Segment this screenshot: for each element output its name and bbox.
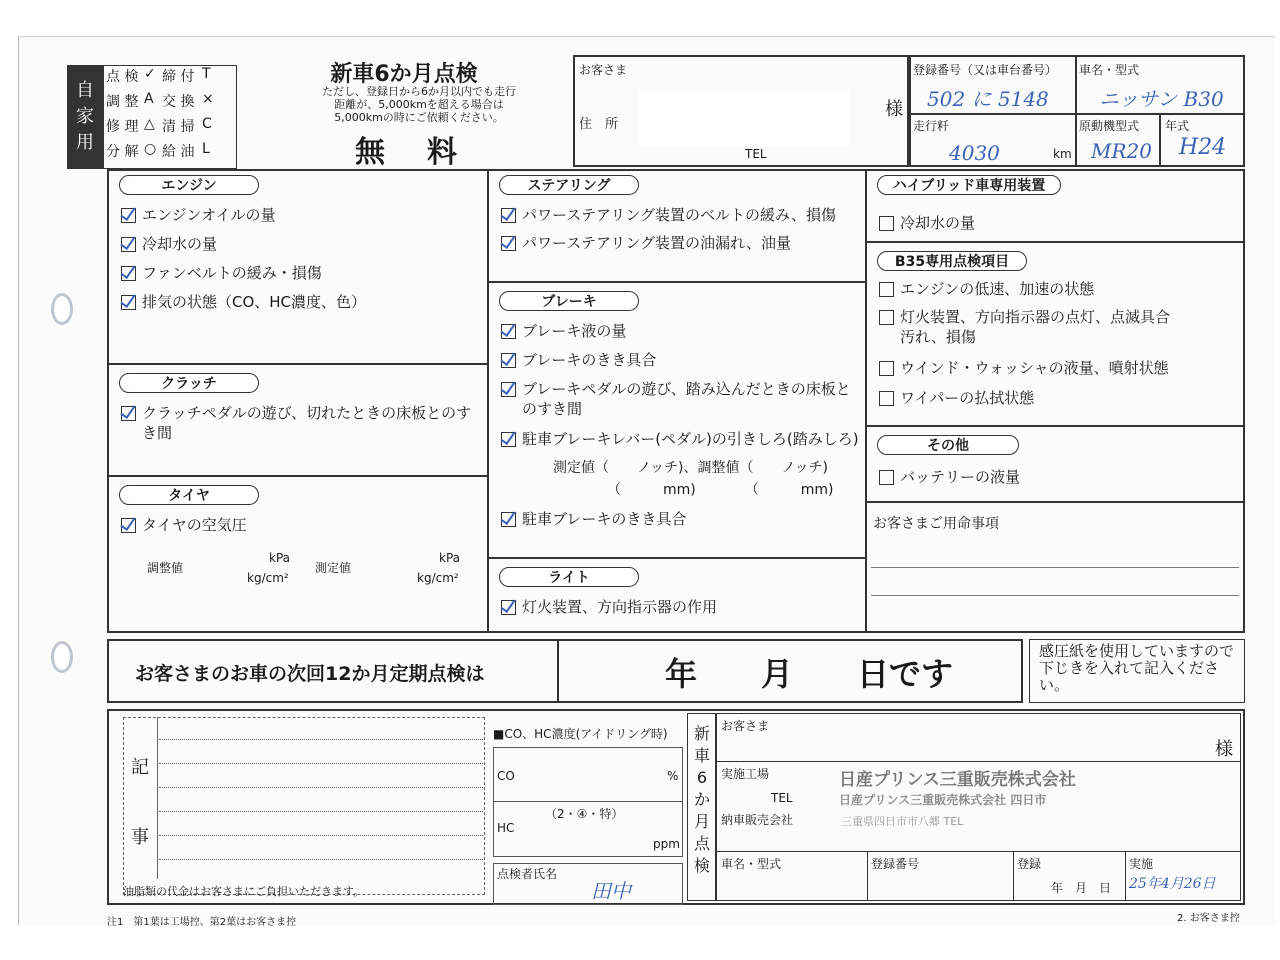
checkbox-icon[interactable]	[879, 361, 894, 376]
checkbox-icon[interactable]	[501, 512, 516, 527]
section-title-engine: エンジン	[119, 175, 259, 195]
checkbox-icon[interactable]	[501, 382, 516, 397]
section-title-steering: ステアリング	[499, 175, 639, 195]
legend-side-label: 自 家 用	[67, 65, 103, 169]
co-label: CO	[497, 769, 515, 783]
checkbox-icon[interactable]	[121, 208, 136, 223]
next-inspection-text: お客さまのお車の次回12か月定期点検は	[135, 663, 485, 685]
requests-line	[871, 567, 1239, 568]
record-label: 事	[131, 827, 149, 848]
dealer-label: 納車販売会社	[721, 813, 794, 827]
year-value: H24	[1179, 135, 1227, 160]
check-item[interactable]: パワーステアリング装置のベルトの緩み、損傷	[501, 205, 836, 225]
hc-label: HC	[497, 821, 515, 835]
section-title-other: その他	[877, 435, 1019, 455]
model-value: ニッサン B30	[1099, 87, 1224, 111]
engine-label: 原動機型式	[1079, 119, 1140, 133]
slip-done-label: 実施	[1129, 857, 1154, 871]
legend-symbol: ✓	[144, 66, 156, 82]
check-item[interactable]: ワイパーの払拭状態	[879, 388, 1034, 408]
legend-symbol: A	[144, 91, 154, 107]
legend-term: 締 付	[162, 69, 195, 85]
requests-line	[871, 595, 1239, 596]
tel-label: TEL	[745, 147, 767, 161]
check-item[interactable]: 駐車ブレーキレバー(ペダル)の引きしろ(踏みしろ)	[501, 429, 859, 449]
check-item[interactable]: 灯火装置、方向指示器の作用	[501, 597, 717, 617]
checkbox-icon[interactable]	[879, 216, 894, 231]
section-title-tire: タイヤ	[119, 485, 259, 505]
checkbox-icon[interactable]	[501, 324, 516, 339]
legend-term: 給 油	[162, 144, 195, 160]
mileage-value: 4030	[949, 141, 1000, 165]
workshop-label: 実施工場	[721, 767, 770, 781]
punch-hole-icon	[51, 641, 73, 673]
legend-term: 調 整	[106, 94, 139, 110]
punch-hole-icon	[51, 293, 73, 325]
co-unit: %	[667, 769, 679, 783]
check-item[interactable]: ファンベルトの緩み・損傷	[121, 263, 322, 283]
section-title-b35: B35専用点検項目	[877, 251, 1027, 271]
customer-honorific: 様	[885, 99, 903, 120]
checkbox-icon[interactable]	[121, 295, 136, 310]
address-label: 住 所	[579, 117, 619, 132]
legend-term: 清 掃	[162, 119, 195, 135]
hc-unit: ppm	[653, 837, 680, 851]
checkbox-icon[interactable]	[121, 518, 136, 533]
slip-side-label: 新 車 6 か 月 点 検	[693, 724, 710, 875]
tire-unit-kgcm: kg/cm²	[417, 571, 459, 585]
check-item[interactable]: 灯火装置、方向指示器の点灯、点滅具合汚れ、損傷	[879, 307, 1179, 347]
model-label: 車名・型式	[1079, 63, 1140, 77]
legend-table	[103, 65, 237, 169]
inspector-value: 田中	[591, 879, 631, 903]
slip-done-value: 25年4月26日	[1129, 876, 1216, 892]
tire-unit-kpa: kPa	[269, 551, 290, 565]
tire-adjust-label: 調整値	[147, 561, 184, 575]
oil-note: 油脂類の代金はお客さまにご負担いただきます。	[123, 885, 365, 898]
workshop-sub-stamp: 日産プリンス三重販売株式会社 四日市	[839, 793, 1047, 807]
workshop-stamp: 日産プリンス三重販売株式会社	[839, 770, 1076, 790]
check-item[interactable]: 駐車ブレーキのきき具合	[501, 509, 686, 529]
tire-unit-kpa: kPa	[439, 551, 460, 565]
legend-symbol: T	[202, 66, 211, 82]
brake-measure-line: 測定値（ ノッチ)、調整値（ ノッチ)	[553, 460, 828, 476]
form-title: 新車6か月点検	[330, 62, 478, 87]
footer-left: 注1 第1葉は工場控、第2葉はお客さま控	[107, 917, 297, 928]
mileage-label: 走行粁	[913, 119, 950, 133]
co-hc-title: ■CO、HC濃度(アイドリング時)	[493, 727, 668, 741]
brake-mm-line: （ mm) （ mm)	[607, 482, 834, 498]
section-title-brake: ブレーキ	[499, 291, 639, 311]
checkbox-icon[interactable]	[879, 310, 894, 325]
legend-symbol: ×	[202, 91, 214, 107]
record-area	[123, 717, 485, 895]
check-item[interactable]: ブレーキ液の量	[501, 321, 626, 341]
checkbox-icon[interactable]	[121, 266, 136, 281]
checkbox-icon[interactable]	[121, 406, 136, 421]
legend-term: 点 検	[106, 69, 139, 85]
checkbox-icon[interactable]	[879, 282, 894, 297]
slip-honorific: 様	[1215, 739, 1233, 760]
section-title-light: ライト	[499, 567, 639, 587]
reg-label: 登録番号（又は車台番号）	[913, 63, 1058, 77]
workshop-tel-label: TEL	[771, 791, 793, 805]
dealer-stamp: 三重県四日市市八郷 TEL	[841, 815, 964, 828]
year-label: 年式	[1165, 119, 1190, 133]
inspector-label: 点検者氏名	[497, 867, 558, 881]
check-item[interactable]: 排気の状態（CO、HC濃度、色）	[121, 292, 366, 312]
section-title-clutch: クラッチ	[119, 373, 259, 393]
checkbox-icon[interactable]	[501, 600, 516, 615]
legend-symbol: C	[202, 116, 212, 132]
check-item[interactable]: エンジンの低速、加速の状態	[879, 279, 1094, 299]
requests-title: お客さまご用命事項	[873, 516, 999, 532]
record-label: 記	[131, 757, 149, 778]
legend-symbol: L	[202, 141, 210, 157]
check-item[interactable]: タイヤの空気圧	[121, 515, 247, 535]
reg-value: 502 に 5148	[927, 87, 1049, 111]
check-item[interactable]: エンジンオイルの量	[121, 205, 276, 225]
checkbox-icon[interactable]	[121, 237, 136, 252]
check-item[interactable]: ブレーキペダルの遊び、踏み込んだときの床板とのすき間	[501, 379, 851, 419]
checkbox-icon[interactable]	[879, 391, 894, 406]
free-label: 無 料	[355, 135, 463, 170]
check-item[interactable]: ブレーキのきき具合	[501, 350, 656, 370]
footer-right: 2. お客さま控	[1177, 913, 1240, 924]
slip-reg-date-label: 登録	[1017, 857, 1042, 871]
checkbox-icon[interactable]	[501, 208, 516, 223]
checkbox-icon[interactable]	[501, 432, 516, 447]
slip-reg-date-units: 年 月 日	[1051, 881, 1112, 895]
check-item[interactable]: 冷却水の量	[121, 234, 217, 254]
hc-mode: （2・④・特）	[545, 807, 624, 821]
checkbox-icon[interactable]	[501, 236, 516, 251]
engine-value: MR20	[1091, 139, 1152, 163]
legend-term: 交 換	[162, 94, 195, 110]
legend-term: 分 解	[106, 144, 139, 160]
customer-label: お客さま	[579, 63, 628, 77]
slip-reg-label: 登録番号	[871, 857, 920, 871]
form-note: ただし、登録日から6か月以内でも走行距離が、5,000kmを超える場合は5,000kmの時にご依頼ください。	[322, 85, 516, 124]
checkbox-icon[interactable]	[879, 470, 894, 485]
check-item[interactable]: バッテリーの液量	[879, 467, 1020, 487]
customer-redaction	[639, 89, 849, 147]
legend-symbol: ○	[144, 141, 157, 157]
pressure-paper-note: 感圧紙を使用していますので下じきを入れて記入ください。	[1039, 642, 1235, 694]
check-item[interactable]: パワーステアリング装置の油漏れ、油量	[501, 233, 791, 253]
tire-measure-label: 測定値	[315, 561, 352, 575]
check-item[interactable]: 冷却水の量	[879, 213, 975, 233]
check-item[interactable]: ウインド・ウォッシャの液量、噴射状態	[879, 358, 1169, 378]
checkbox-icon[interactable]	[501, 353, 516, 368]
mileage-unit: km	[1053, 147, 1072, 161]
section-title-hybrid: ハイブリッド車専用装置	[877, 175, 1061, 195]
next-inspection-date: 年 月 日です	[665, 655, 954, 693]
legend-symbol: △	[144, 116, 155, 132]
tire-unit-kgcm: kg/cm²	[247, 571, 289, 585]
inspection-form	[18, 36, 1275, 928]
legend-term: 修 理	[106, 119, 139, 135]
check-item[interactable]: クラッチペダルの遊び、切れたときの床板とのすき間	[121, 403, 473, 443]
slip-customer-label: お客さま	[721, 719, 770, 733]
slip-model-label: 車名・型式	[721, 857, 782, 871]
